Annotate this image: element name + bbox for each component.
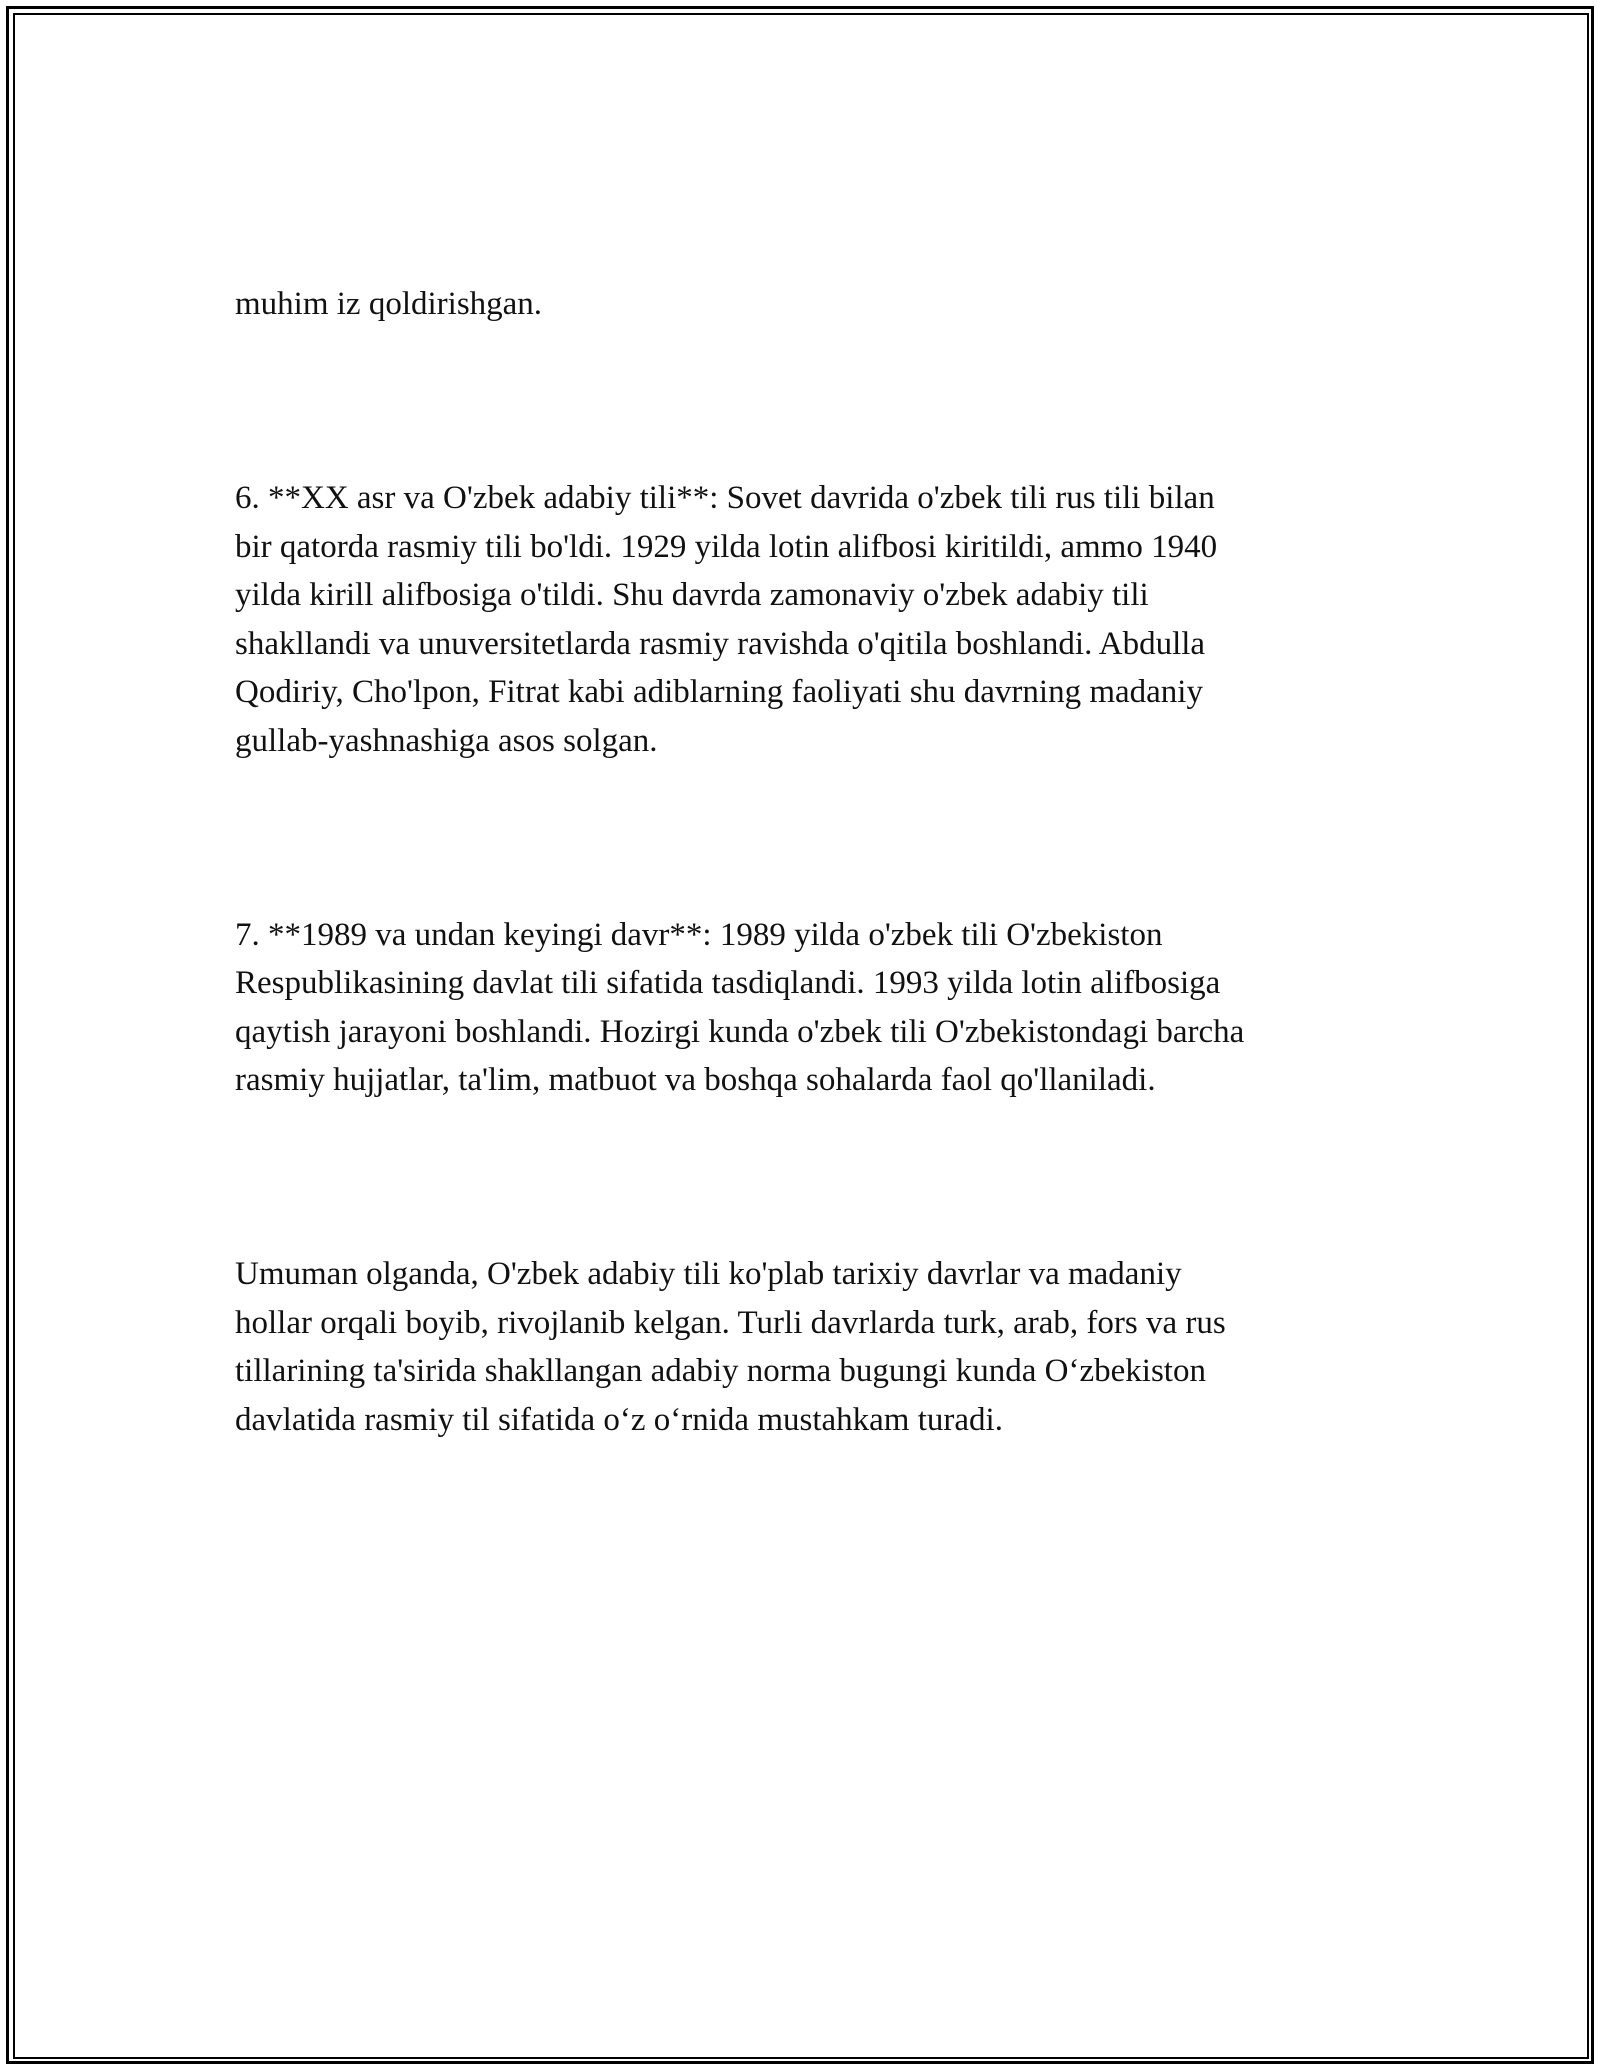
paragraph-conclusion: Umuman olganda, O'zbek adabiy tili ko'plab tarixiy davrlar va madaniy hollar orqali boyib, rivojlanib kelgan. Turli davrlarda turk, arab, fors va rus tillarining ta'sirida shakllangan adabiy norma bugungi kunda O‘zbekiston davlatida rasmiy til sifatida o‘z o‘rnida mustahkam turadi. — [235, 1256, 1226, 1438]
paragraph-item-7: 7. **1989 va undan keyingi davr**: 1989 yilda o'zbek tili O'zbekiston Respublikasining davlat tili sifatida tasdiqlandi. 1993 yilda lotin alifbosiga qaytish jarayoni boshlandi. Hozirgi kunda o'zbek tili O'zbekistondagi barcha rasmiy hujjatlar, ta'lim, matbuot va boshqa sohalarda faol qo'llaniladi. — [235, 916, 1245, 1098]
paragraph-continuation: muhim iz qoldirishgan. — [235, 286, 543, 322]
document-body — [235, 183, 1375, 1541]
paragraph-item-6: 6. **XX asr va O'zbek adabiy tili**: Sovet davrida o'zbek tili rus tili bilan bir qatorda rasmiy tili bo'ldi. 1929 yilda lotin alifbosi kiritildi, ammo 1940 yilda kirill alifbosiga o'tildi. Shu davrda zamonaviy o'zbek adabiy tili shakllandi va unuversitetlarda rasmiy ravishda o'qitila boshlandi. Abdulla Qodiriy, Cho'lpon, Fitrat kabi adiblarning faoliyati shu davrning madaniy gullab-yashnashiga asos solgan. — [235, 480, 1218, 759]
